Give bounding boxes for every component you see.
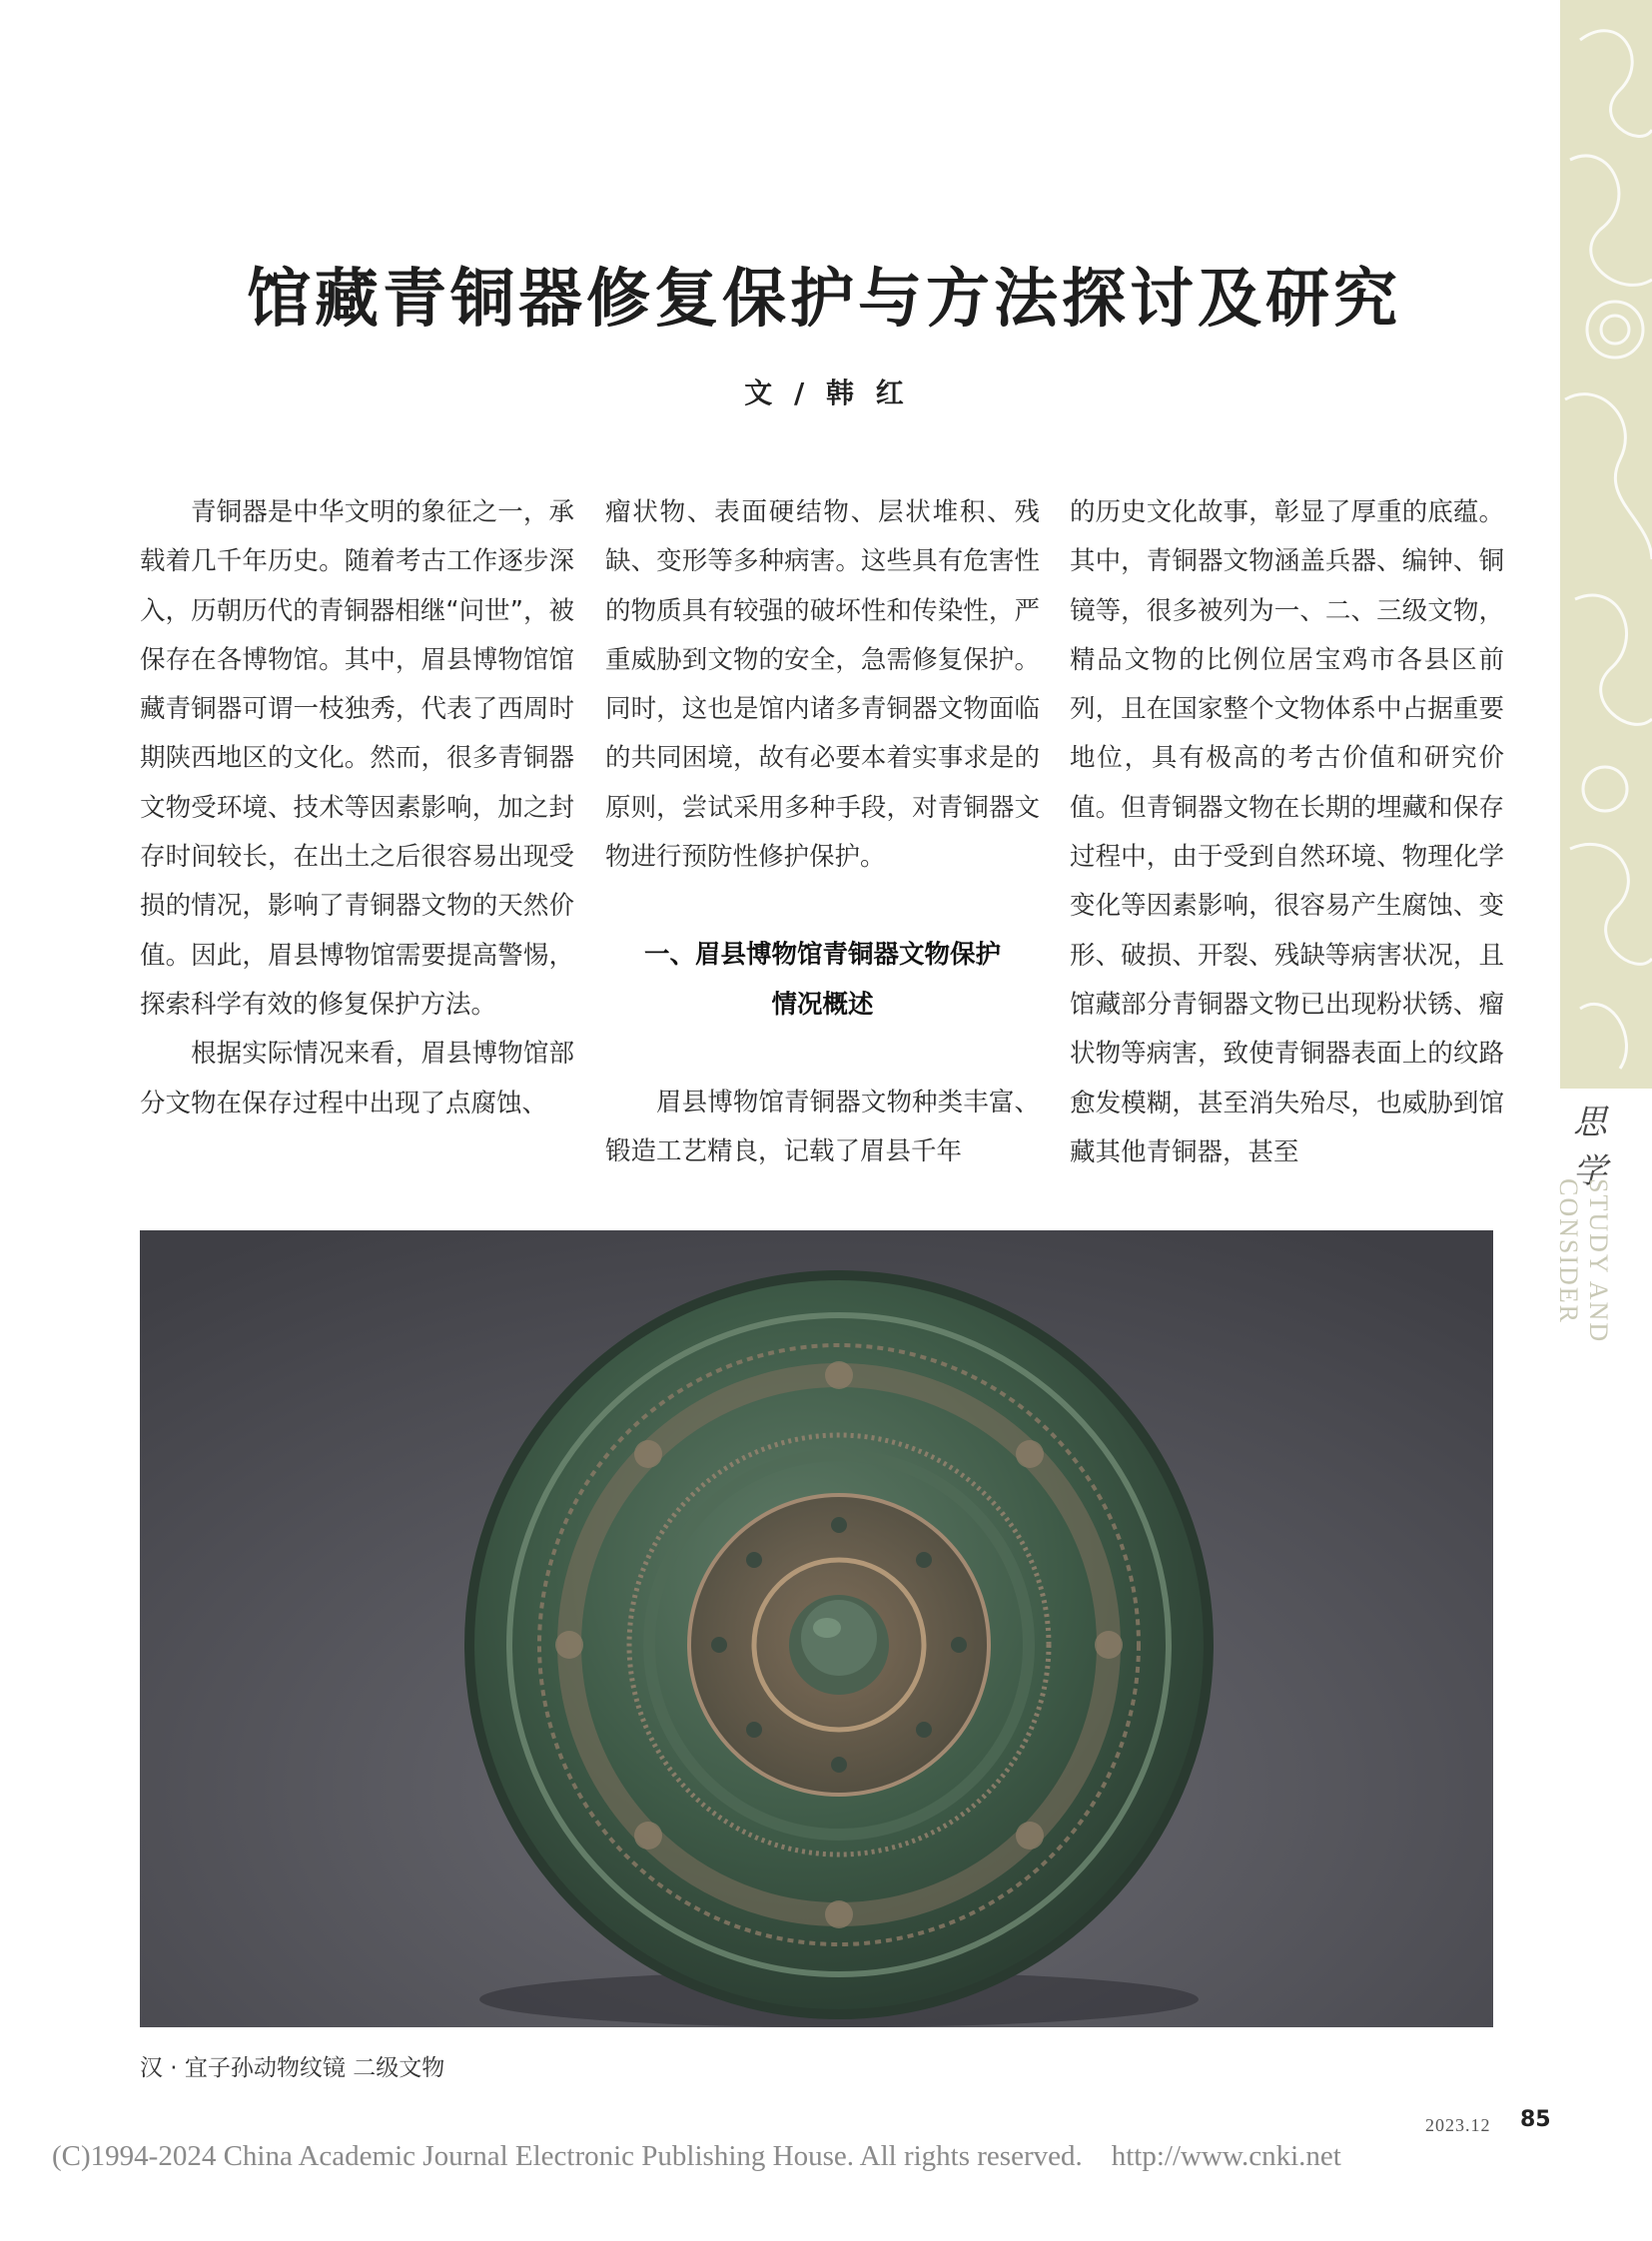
section-heading-line-2: 情况概述	[771, 989, 874, 1020]
paragraph: 的历史文化故事，彰显了厚重的底蕴。其中，青铜器文物涵盖兵器、编钟、铜镜等，很多被列为一、二、三级文物，精品文物的比例位居宝鸡市各县区前列，且在国家整个文物体系中占据重要地位，具有极高的考古价值和研究价值。但青铜器文物在长期的埋藏和保存过程中，由于受到自然环境、物理化学变化等因素影响，很容易产生腐蚀、变形、破损、开裂、残缺等病害状况，且馆藏部分青铜器文物已出现粉状锈、瘤状物等病害，致使青铜器表面上的纹路愈发模糊，甚至消失殆尽，也威胁到馆藏其他青铜器，甚至	[1070, 497, 1504, 1167]
issue-date: 2023.12	[1425, 2115, 1491, 2135]
article-title: 馆藏青铜器修复保护与方法探讨及研究	[247, 262, 1401, 337]
section-heading-line-1: 一、眉县博物馆青铜器文物保护	[643, 940, 1001, 971]
bronze-mirror-photo	[140, 1230, 1493, 2027]
paragraph: 根据实际情况来看，眉县博物馆部分文物在保存过程中出现了点腐蚀、	[140, 1039, 574, 1119]
floral-pattern-icon	[1560, 0, 1652, 1089]
text-column-3	[1070, 488, 1504, 1177]
copyright-notice: (C)1994-2024 China Academic Journal Electronic Publishing House. All rights reserved. http://www.cnki.net	[52, 2140, 1341, 2172]
sidebar-mark: 思学	[1573, 1103, 1607, 1191]
page-number: 85	[1520, 2107, 1551, 2132]
text-column-1	[140, 488, 574, 1128]
article-byline: 文 / 韩 红	[744, 376, 904, 409]
bronze-mirror-image	[140, 1230, 1493, 2027]
paragraph: 眉县博物馆青铜器文物种类丰富、锻造工艺精良，记载了眉县千年	[605, 1087, 1040, 1167]
paragraph: 青铜器是中华文明的象征之一，承载着几千年历史。随着考古工作逐步深入，历朝历代的青铜器相继“问世”，被保存在各博物馆。其中，眉县博物馆馆藏青铜器可谓一枝独秀，代表了西周时期陕西地区的文化。然而，很多青铜器文物受环境、技术等因素影响，加之封存时间较长，在出土之后很容易出现受损的情况，影响了青铜器文物的天然价值。因此，眉县博物馆需要提高警惕，探索科学有效的修复保护方法。	[140, 497, 574, 1020]
side-decoration-band	[1560, 0, 1652, 1089]
text-column-2	[605, 488, 1040, 1177]
section-heading	[605, 931, 1040, 1030]
figure-caption: 汉 · 宜子孙动物纹镜 二级文物	[140, 2055, 445, 2081]
sidebar-vertical-text: STUDY AND CONSIDER	[1554, 1178, 1613, 1344]
paragraph: 瘤状物、表面硬结物、层状堆积、残缺、变形等多种病害。这些具有危害性的物质具有较强的破坏性和传染性，严重威胁到文物的安全，急需修复保护。同时，这也是馆内诸多青铜器文物面临的共同困境，故有必要本着实事求是的原则，尝试采用多种手段，对青铜器文物进行预防性修护保护。	[605, 497, 1040, 873]
